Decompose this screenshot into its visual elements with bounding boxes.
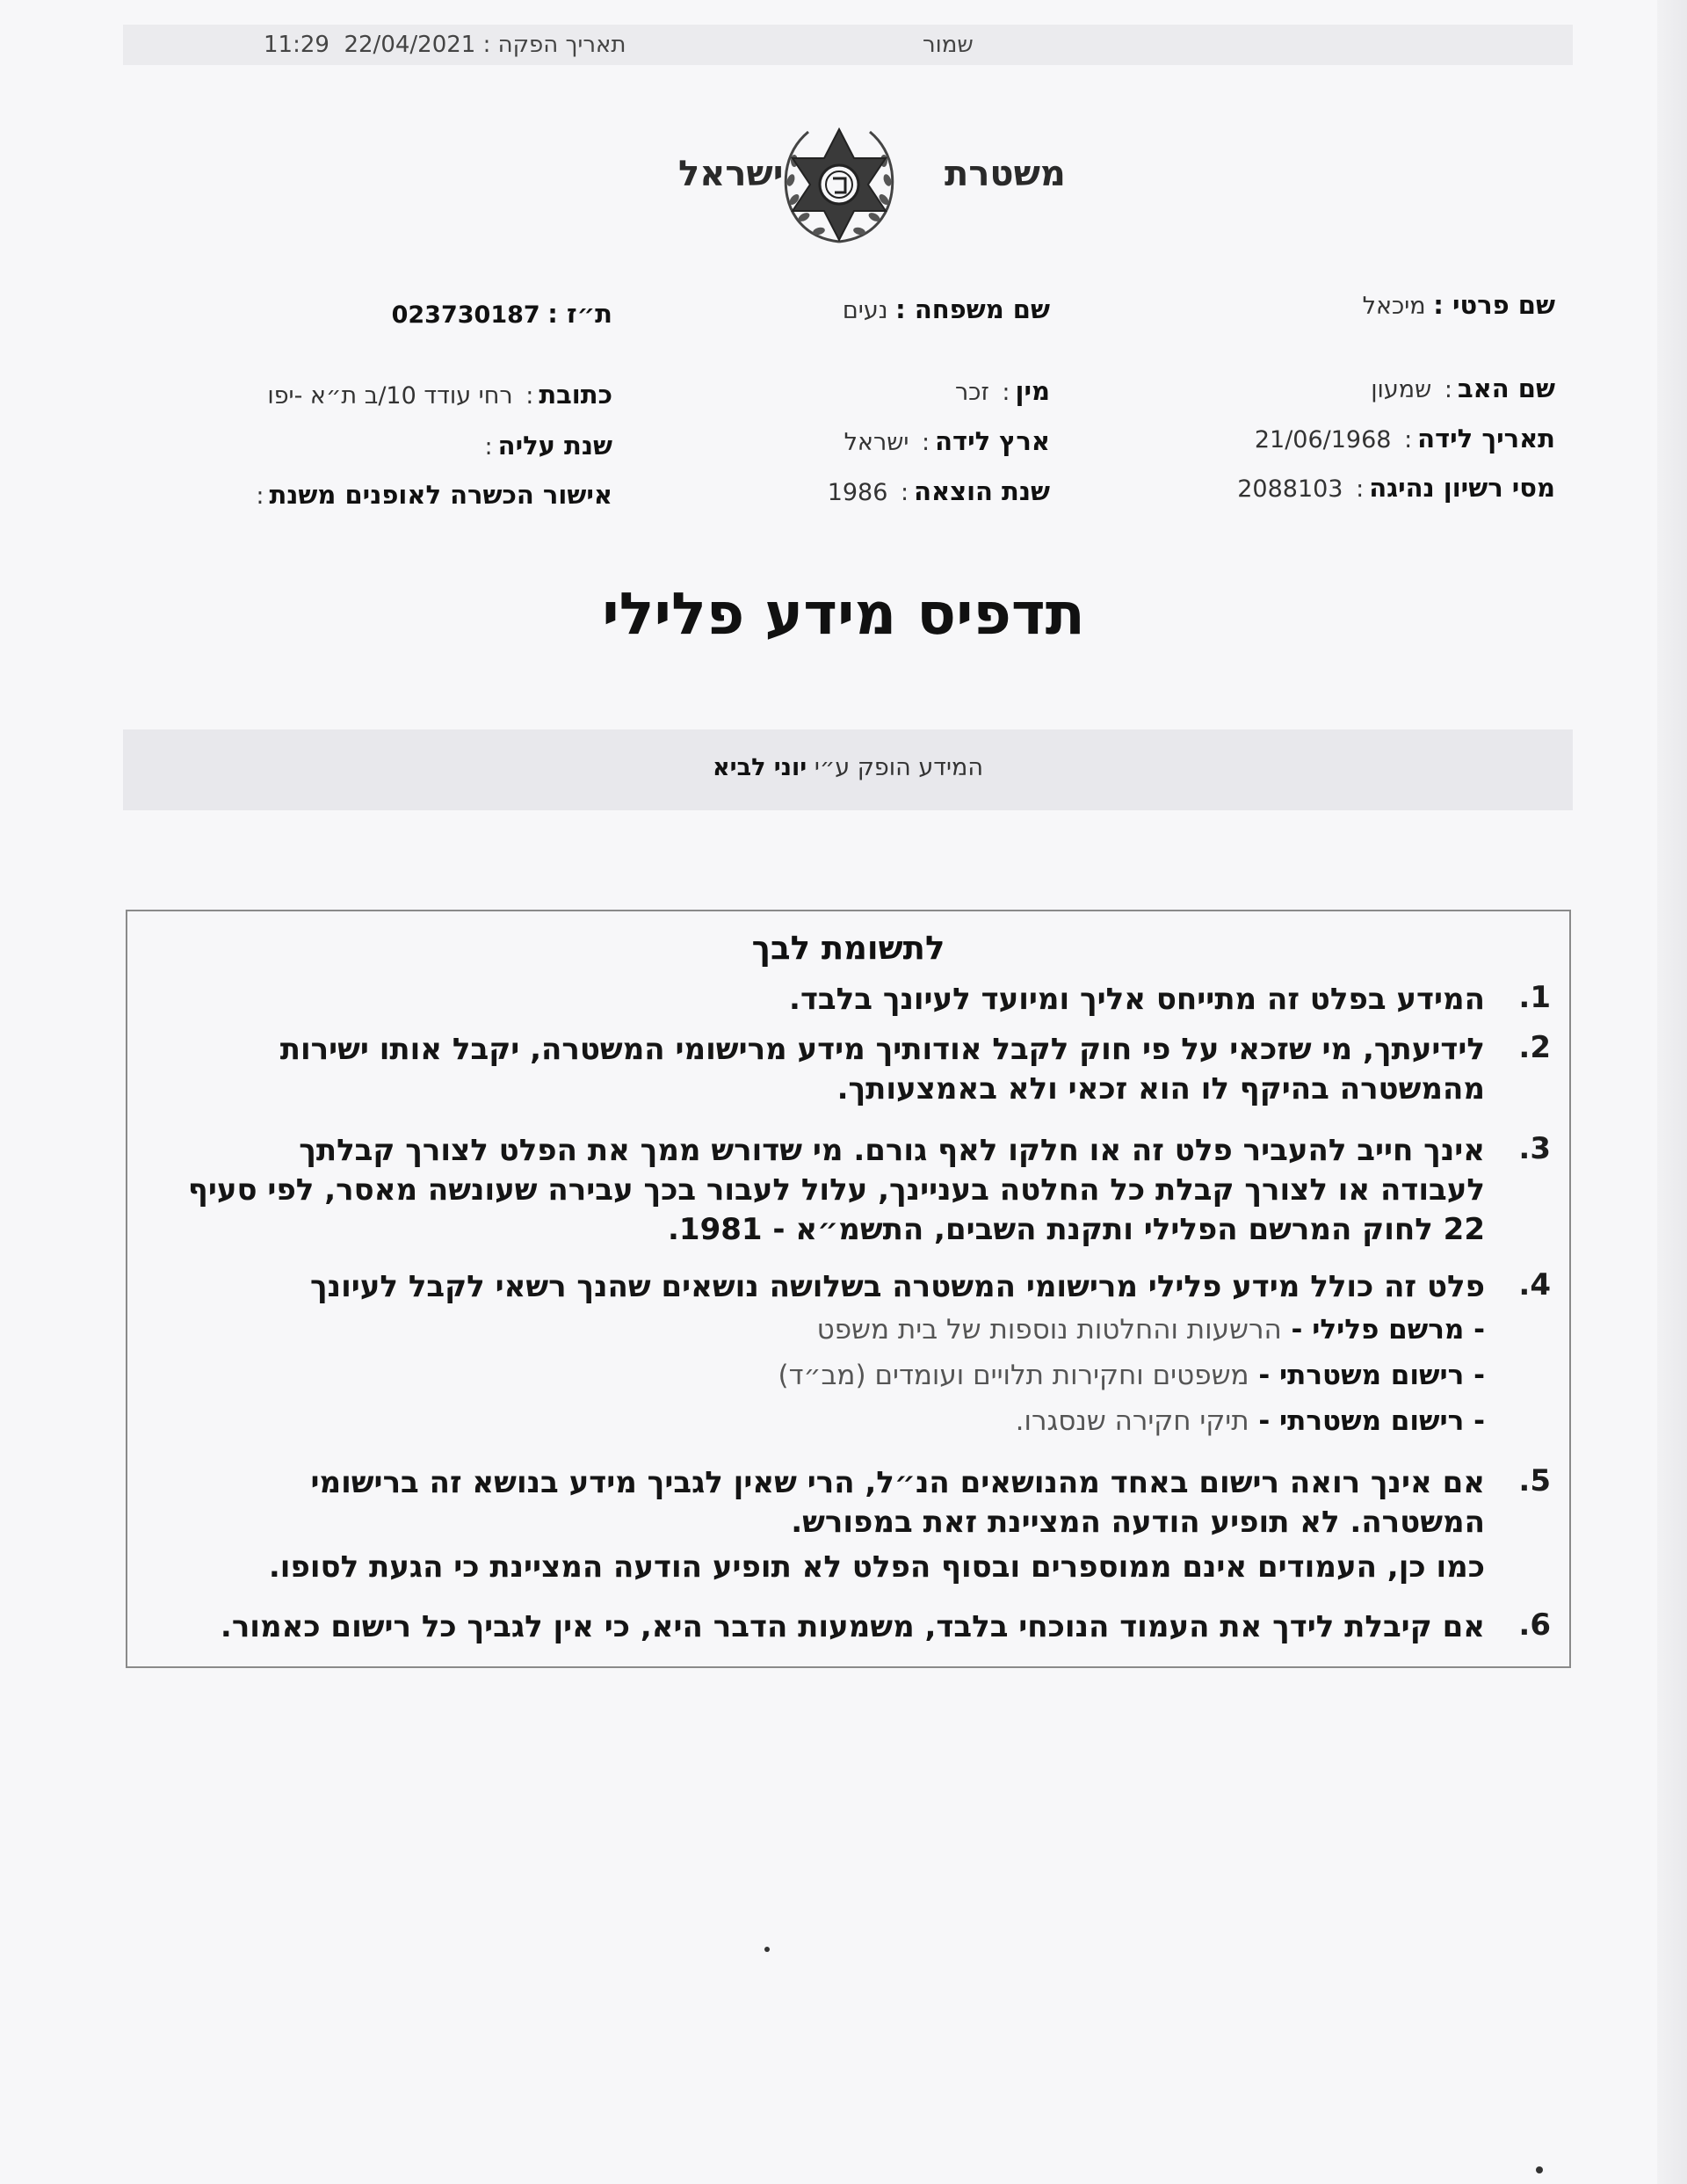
print-date: תאריך הפקה : 22/04/2021 11:29 <box>264 32 626 58</box>
notice-subitem: - רישום משטרתי - משפטים וחקירות תלויים ועומדים (מב״ד) <box>778 1360 1485 1391</box>
org-name-part-1: משטרת <box>945 154 1066 194</box>
field-license-number: מסי רשיון נהיגה: 2088103 <box>1237 473 1555 503</box>
notice-heading: לתשומת לבך <box>751 929 945 967</box>
field-father-name: שם האב: שמעון <box>1371 374 1555 403</box>
notice-item-5: 5. אם אינך רואה רישום באחד מהנושאים הנ״ל, הרי שאין לגביך מידע בנושא זה ברישומי המשטרה. לא תופיע הודעה המציינת זאת במפורש. כמו כן, העמודים אינם ממוספרים ובסוף הפלט לא תופיע הודעה המציינת כי הגעת לסופו. <box>268 1463 1551 1585</box>
org-name-part-2: ישראל <box>678 154 784 194</box>
scan-edge <box>1657 0 1687 2184</box>
issuer-line: המידע הופק ע״י יוני לביא <box>713 754 983 781</box>
notice-item-2: 2. לידיעתך, מי שזכאי על פי חוק לקבל אודותיך מידע מרישומי המשטרה, יקבל אותו ישירות מהמשטרה בהיקף לו הוא זכאי ולא באמצעותך. <box>279 1030 1551 1107</box>
notice-item-3: 3. אינך חייב להעביר פלט זה או חלקו לאף גורם. מי שדורש ממך את הפלט לצורך קבלתך לעבודה או לצורך קבלת כל החלטה בעניינך, עלול לעבור בכך עבירה שעונשה מאסר, לפי סעיף 22 לחוק המרשם הפלילי ותקנת השבים, התשמ״א - 1981. <box>187 1131 1551 1247</box>
field-license-issue-year: שנת הוצאה: 1986 <box>827 476 1050 506</box>
scan-speck <box>1536 2166 1543 2173</box>
scan-speck <box>764 1947 770 1952</box>
issuer-name: יוני לביא <box>713 754 807 781</box>
issuer-band <box>123 729 1573 810</box>
document-title: תדפיס מידע פלילי <box>602 580 1085 648</box>
field-gender: מין: זכר <box>954 376 1050 406</box>
field-aliya-year: שנת עליה: <box>484 431 612 461</box>
field-address: כתובת: רחי עודד 10/ב ת״א -יפו <box>267 380 612 410</box>
field-birth-country: ארץ לידה: ישראל <box>844 426 1050 456</box>
top-bar <box>123 25 1573 65</box>
field-last-name: שם משפחה : נעים <box>842 294 1050 324</box>
police-emblem-icon <box>773 119 905 250</box>
field-motorcycle-training: אישור הכשרה לאופנים משנת: <box>256 480 612 510</box>
field-id: ת״ז : 023730187 <box>391 299 612 329</box>
classification-label: שמור <box>923 32 974 58</box>
notice-item-1: 1. המידע בפלט זה מתייחס אליך ומיועד לעיונך בלבד. <box>789 980 1551 1017</box>
org-header <box>0 119 1687 250</box>
notice-subitem: - רישום משטרתי - תיקי חקירה שנסגרו. <box>1015 1405 1485 1437</box>
notice-subitem: - מרשם פלילי - הרשעות והחלטות נוספות של בית משפט <box>816 1314 1485 1346</box>
notice-item-6: 6. אם קיבלת לידך את העמוד הנוכחי בלבד, משמעות הדבר היא, כי אין לגביך כל רישום כאמור. <box>220 1607 1551 1644</box>
notice-item-4: 4. פלט זה כולל מידע פלילי מרישומי המשטרה בשלושה נושאים שהנך רשאי לקבל לעיונך - מרשם פלילי - הרשעות והחלטות נוספות של בית משפט - רישום משטרתי - משפטים וחקירות תלויים ועומדים (מב״ד) - רישום משטרתי - תיקי חקירה שנסגרו. <box>154 1267 1551 1444</box>
notice-box <box>126 910 1571 1668</box>
field-birth-date: תאריך לידה: 21/06/1968 <box>1254 424 1555 453</box>
field-first-name: שם פרטי : מיכאל <box>1362 290 1555 320</box>
